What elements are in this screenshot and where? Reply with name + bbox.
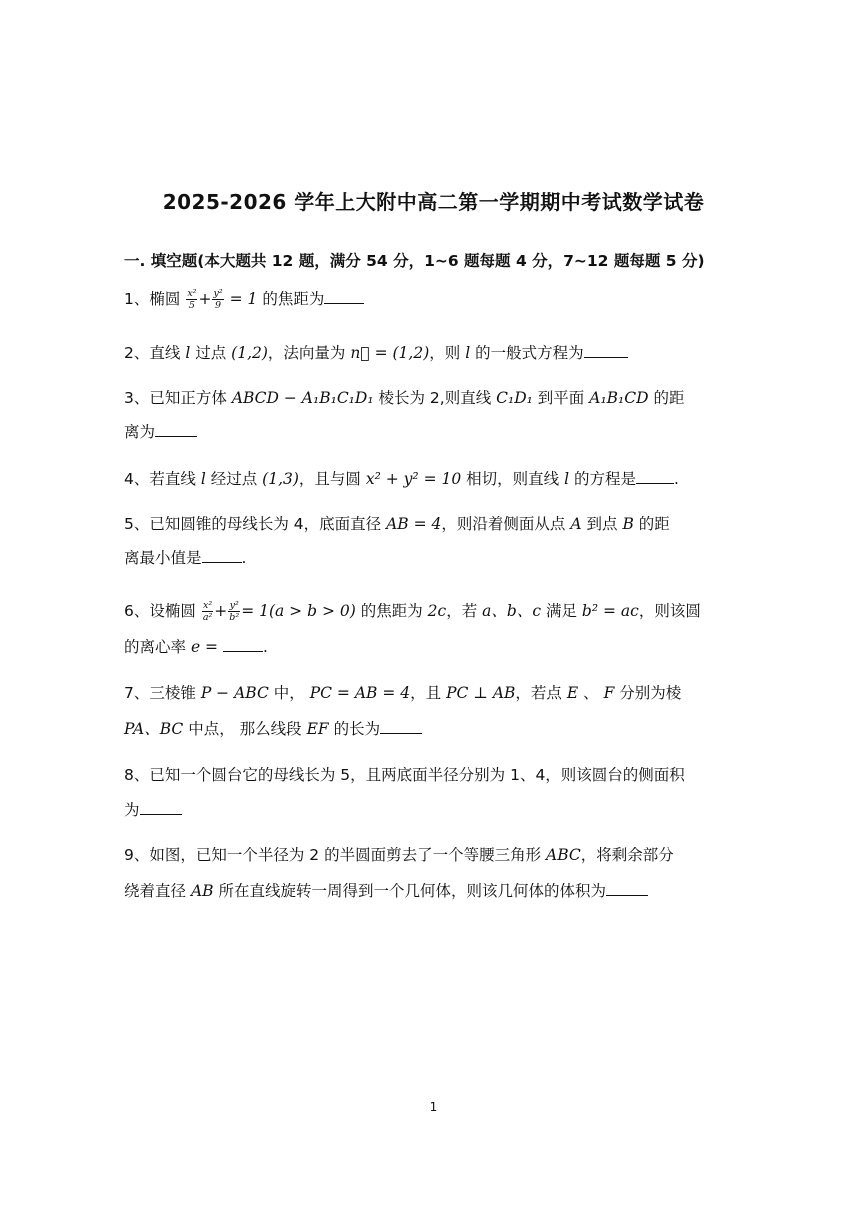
question-9-cont: 绕着直径 AB 所在直线旋转一周得到一个几何体，则该几何体的体积为 [124,879,764,902]
answer-blank[interactable] [636,467,674,484]
question-1: 1、椭圆 $\frac{\text{x²}}{5}$ + $\frac{\text{y²}}{9}$ = 1 的焦距为 [124,287,764,311]
question-5: 5、已知圆锥的母线长为 4，底面直径 AB = 4，则沿着侧面从点 A 到点 B 的距 [124,515,670,533]
answer-blank[interactable] [584,341,628,358]
question-9: 9、如图，已知一个半径为 2 的半圆面剪去了一个等腰三角形 ABC，将剩余部分 [124,846,674,864]
fraction: $\frac{\text{x²}}{5}$ [187,288,197,311]
answer-blank[interactable] [202,546,242,563]
question-7: 7、三棱锥 P − ABC 中， PC = AB = 4，且 PC ⊥ AB，若点 E 、 F 分别为棱 [124,684,682,702]
section-heading: 一. 填空题(本大题共 12 题，满分 54 分，1~6 题每题 4 分，7~12 题每题 5 分) [124,252,705,270]
question-3: 3、已知正方体 ABCD − A₁B₁C₁D₁ 棱长为 2,则直线 C₁D₁ 到平面 A₁B₁CD 的距 [124,389,685,407]
question-7-cont: PA、BC 中点， 那么线段 EF 的长为 [124,717,764,740]
answer-blank[interactable] [380,717,422,734]
fraction: $\frac{\text{y²}}{9}$ [213,288,223,311]
answer-blank[interactable] [324,287,364,304]
question-4: 4、若直线 l 经过点 (1,3)，且与圆 x² + y² = 10 相切，则直线 l 的方程是 . [124,467,764,490]
fraction: $\frac{\text{y²}}{\text{b²}}$ [229,600,240,623]
question-8: 8、已知一个圆台它的母线长为 5，且两底面半径分别为 1、4，则该圆台的侧面积 [124,766,685,784]
question-2: 2、直线 l 过点 (1,2)，法向量为 n⃗ = (1,2)，则 l 的一般式方程为 [124,341,764,364]
question-5-cont: 离最小值是 . [124,546,764,569]
question-3-cont: 离为 [124,420,764,443]
question-6: 6、设椭圆 $\frac{\text{x²}}{\text{a²}}$ + $\frac{\text{y²}}{\text{b²}}$ = 1(a > b > 0) 的焦距为 2c，若 a、b、c 满足 b² = ac，则该圆 [124,600,701,623]
question-6-cont: 的离心率 e = . [124,635,764,658]
answer-blank[interactable] [140,798,182,815]
fraction: $\frac{\text{x²}}{\text{a²}}$ [202,600,213,623]
question-8-cont: 为 [124,798,764,821]
answer-blank[interactable] [223,635,263,652]
answer-blank[interactable] [606,879,648,896]
page-title: 2025-2026 学年上大附中高二第一学期期中考试数学试卷 [162,190,705,214]
answer-blank[interactable] [155,420,197,437]
page-number: 1 [429,1100,438,1114]
